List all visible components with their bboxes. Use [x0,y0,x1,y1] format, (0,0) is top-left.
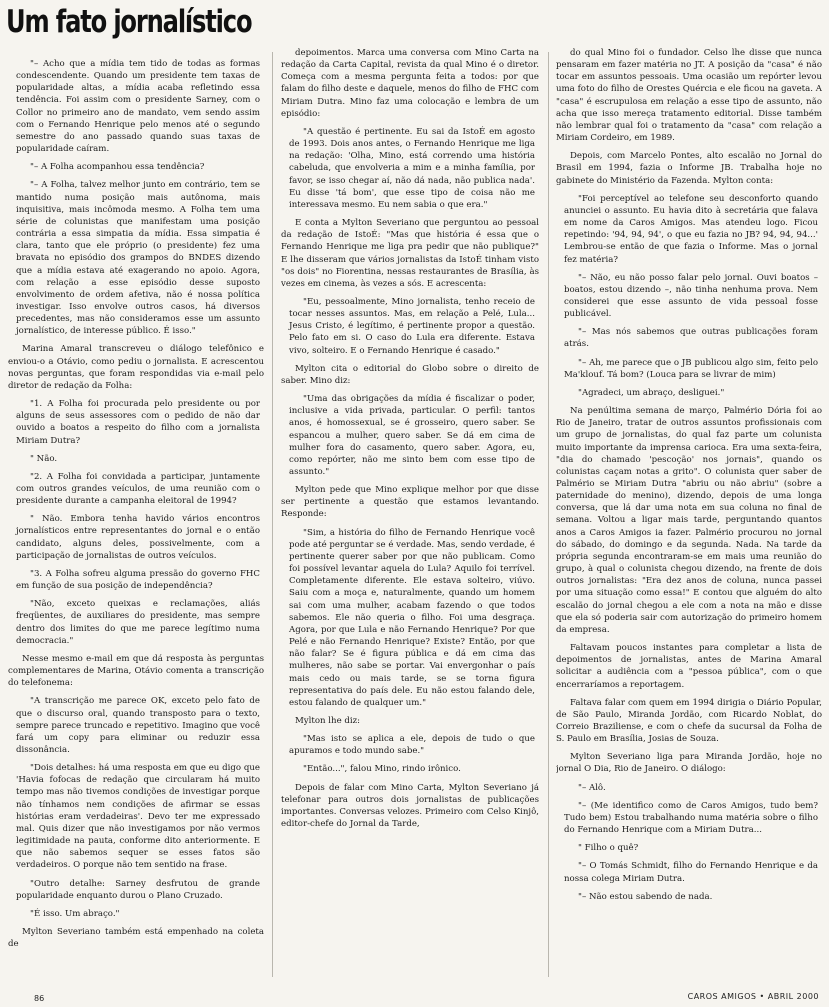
paragraph: "Sim, a história do filho de Fernando Henrique você pode até perguntar se é verdade. Mas, sendo verdade, é pertinente querer saber por que não publicam. Como foi possível levantar aquela do Lula? Aquilo foi terrível. Completamente diferente. Ele estava solteiro, viúvo. Saiu com a moça e, naturalmente, quando um homem sai com uma mulher, acabam fazendo o que todos sabemos. Ele não queria o filho. Foi uma desgraça. Agora, por que Lula e não Fernando Henrique? Por que Pelé e não Fernando Henrique? Existe? Então, por que não falar? Se é figura pública e dá em cima das mulheres, não sabe se portar. Vai envergonhar o país mais cedo ou mais tarde, se se torna figura representativa do país dele. Eu não estou falando dele, estou falando de qualquer um." [289,527,535,708]
paragraph: "– Não estou sabendo de nada. [578,891,713,902]
paragraph: "A questão é pertinente. Eu sai da IstoÉ em agosto de 1993. Dois anos antes, o Fernando Henrique me liga na redação: 'Olha, Mino, está correndo uma história cabeluda, que envolveria a mim e a minha família, por favor, se isso chegar aí, não dá nada, não publica nada'. Eu disse 'tá bom', que esse tipo de coisa não me interessava mesmo. Eu nem sabia o que era." [289,126,535,210]
paragraph: Depois de falar com Mino Carta, Mylton Severiano já telefonar para outros dois jornalistas de publicações importantes. Conversas velozes. Primeiro com Celso Kinjô, editor-chefe do Jornal da Tarde, [281,782,539,830]
paragraph: Mylton Severiano também está empenhado na coleta de [8,927,264,950]
column-divider [272,52,273,977]
paragraph: " Não. Embora tenha havido vários encontros jornalísticos entre representantes do jornal e o então candidato, alguns deles, possivelmente, com a participação de jornalistas de outros veículos. [16,514,260,561]
paragraph: Mylton cita o editorial do Globo sobre o direito de saber. Mino diz: [281,363,539,386]
paragraph: "Dois detalhes: há uma resposta em que eu digo que 'Havia fofocas de redação que circularam há muito tempo mas não tivemos condições de investigar porque não tínhamos nem condições de afirmar se essas histórias eram verdadeiras'. Devo ter me expressado mal. Quis dizer que não investigamos por não vermos legitimidade na pauta, conforme dito anteriormente. E que não sabemos sequer se esses fatos são verdadeiros. O porque não tem sentido na frase. [16,763,260,871]
paragraph: E conta a Mylton Severiano que perguntou ao pessoal da redação de IstoÉ: "Mas que história é essa que o Fernando Henrique me liga pra pedir que não publique?" E lhe disseram que vários jornalistas da IstoÉ tinham visto "os dois" no Fiorentina, nessas restaurantes de Brasília, às vezes em cinema, às vezes a sós. E acrescenta: [281,218,539,289]
paragraph: "– Ah, me parece que o JB publicou algo sim, feito pelo Ma'klouf. Tá bom? (Louca para se livrar de mim) [564,357,818,380]
column-divider [548,52,549,977]
paragraph: "– Não, eu não posso falar pelo jornal. Ouvi boatos – boatos, estou dizendo –, não tinha nenhuma prova. Nem considerei que esse assunto de vida pessoal fosse publicável. [564,272,818,320]
paragraph: Mylton pede que Mino explique melhor por que disse ser pertinente a questão que estamos levantando. Responde: [281,485,539,520]
paragraph: "– A Folha acompanhou essa tendência? [30,162,205,173]
paragraph: "– Alô. [578,782,606,793]
text-column-1 [8,58,264,979]
paragraph: "– Acho que a mídia tem tido de todas as formas condescendente. Quando um presidente tem taxas de popularidade altas, a mídia acaba refletindo essa tendência. Foi assim com o presidente Sarney, com o Collor no primeiro ano de mandato, vem sendo assim com o Fernando Henrique pelo menos até o segundo semestre do ano passado quando suas taxas de popularidade caíram. [16,59,260,155]
article-title: Um fato jornalístico [6,4,252,40]
paragraph: "1. A Folha foi procurada pelo presidente ou por alguns de seus assessores com o pedido de não dar ouvido a boatos a respeito do filho com a jornalista Miriam Dutra? [16,399,260,446]
paragraph: Marina Amaral transcreveu o diálogo telefônico e enviou-o a Otávio, como pediu o jornalista. E acrescentou novas perguntas, que foram respondidas via e-mail pelo diretor de redação da Folha: [8,344,264,391]
paragraph: "– (Me identifico como de Caros Amigos, tudo bem? Tudo bem) Estou trabalhando numa matéria sobre o filho do Fernando Henrique com a Miriam Dutra... [564,800,818,836]
paragraph: "– Mas nós sabemos que outras publicações foram atrás. [564,327,818,350]
paragraph: Faltava falar com quem em 1994 dirigia o Diário Popular, de São Paulo, Miranda Jordão, com Ricardo Noblat, do Correio Braziliense, e com o chefe da sucursal da Folha de S. Paulo em Brasília, Josias de Souza. [556,697,822,745]
page-number: 86 [34,994,45,1003]
text-column-2 [281,47,539,979]
paragraph: Nesse mesmo e-mail em que dá resposta às perguntas complementares de Marina, Otávio comenta a transcrição do telefonema: [8,653,264,689]
paragraph: "Agradeci, um abraço, desliguei." [578,387,725,398]
paragraph: Mylton lhe diz: [295,715,361,726]
paragraph: "Eu, pessoalmente, Mino jornalista, tenho receio de tocar nesses assuntos. Mas, em relação a Pelé, Lula... Jesus Cristo, é legítimo, é pertinente propor a questão. Pelo fato em si. O caso do Lula era diferente. Estava vivo, solteiro. E o Fernando Henrique é casado." [289,296,535,356]
paragraph: Depois, com Marcelo Pontes, alto escalão no Jornal do Brasil em 1994, fazia o Informe JB. Trabalha hoje no gabinete do Ministério da Fazenda. Mylton conta: [556,151,822,186]
paragraph: "Mas isto se aplica a ele, depois de tudo o que apuramos e todo mundo sabe." [289,734,535,757]
paragraph: "– O Tomás Schmidt, filho do Fernando Henrique e da nossa colega Miriam Dutra. [564,861,818,884]
paragraph: "A transcrição me parece OK, exceto pelo fato de que o discurso oral, quando transposto para o texto, sempre parece truncado e repetitivo. Imagino que você fará um copy para eliminar ou reduzir essa dissonância. [16,696,260,755]
magazine-footer: CAROS AMIGOS • ABRIL 2000 [687,992,819,1001]
paragraph: "Então...", falou Mino, rindo irônico. [303,764,461,775]
text-column-3 [556,47,822,979]
paragraph: "2. A Folha foi convidada a participar, juntamente com outros grandes veículos, de uma reunião com o presidente durante a campanha eleitoral de 1994? [16,471,260,507]
paragraph: "Não, exceto queixas e reclamações, aliás freqüentes, de auxiliares do presidente, mas sempre dentro dos limites do que me parece legítimo numa democracia." [16,599,260,646]
paragraph: Na penúltima semana de março, Palmério Dória foi ao Rio de Janeiro, tratar de outros assuntos profissionais com um grupo de jornalistas, do qual faz parte um colunista muito importante da imprensa carioca. Era uma sexta-feira, "dia do chamado 'pescoção' nos jornais", quando os colunistas caçam notas a grito". O colunista quer saber de Palmério se Miriam Dutra "abriu ou não abriu" (sobre a paternidade do menino), dizendo, depois de uma longa conversa, que lá dar uma nota em sua coluna no final de semana. Voltou a ligar mais tarde, perguntando quantos anos a Caros Amigos ia fazer. Palmério procurou no jornal do sábado, do domingo e da segunda. Nada. Na tarde da própria segunda encontraram-se em mais uma reunião do grupo, à qual o colunista chegou dizendo, na frente de dois outros jornalistas: "Era dez anos de coluna, nunca passei por uma situação como essa!" E contou que alguém do alto escalão do jornal chegou a ele com a nota na mão e disse que ela só poderia sair com autorização do primeiro homem da empresa. [556,406,822,635]
paragraph: "Outro detalhe: Sarney desfrutou de grande popularidade enquanto durou o Plano Cruzado. [16,878,260,901]
paragraph: do qual Mino foi o fundador. Celso lhe disse que nunca pensaram em fazer matéria no JT. A posição da "casa" é não tocar em assuntos pessoais. Uma ocasião um repórter levou uma foto do filho de Orestes Quércia e ele ficou na gaveta. A "casa" é escrupulosa em relação a esse tipo de assunto, não acha que isso mereça tratamento editorial. Disse também não lembrar qual foi o tratamento da "casa" com relação a Miriam Cordeiro, em 1989. [556,48,822,144]
paragraph: " Não. [30,453,58,464]
paragraph: "Foi perceptível ao telefone seu desconforto quando anunciei o assunto. Eu havia dito à secretária que falava em nome da Caros Amigos. Mas atendeu logo. Ficou repetindo: '94, 94, 94', o que eu fazia no JB? 94, 94, 94...' Lembrou-se então de que fazia o Informe. Mas o jornal fez matéria? [564,193,818,265]
paragraph: depoimentos. Marca uma conversa com Mino Carta na redação da Carta Capital, revista da qual Mino é o diretor. Começa com a mesma pergunta feita a todos: por que falam do filho deste e daquele, menos do filho de FHC com Miriam Dutra. Mino faz uma colocação e lembra de um episódio: [281,48,539,119]
paragraph: "É isso. Um abraço." [30,908,120,919]
paragraph: "Uma das obrigações da mídia é fiscalizar o poder, inclusive a vida privada, particular. O perfil: tantos anos, é homossexual, se é grosseiro, quero saber. Se espancou a mulher, quero saber. Se dá em cima de mulher fora do casamento, quero saber. Agora, eu, como repórter, não me sinto bem com esse tipo de assunto." [289,394,535,477]
paragraph: Faltavam poucos instantes para completar a lista de depoimentos de jornalistas, antes de Marina Amaral solicitar a audiência com a "pessoa pública", com o que encerraríamos a reportagem. [556,643,822,690]
paragraph: Mylton Severiano liga para Miranda Jordão, hoje no jornal O Dia, Rio de Janeiro. O diálogo: [556,752,822,775]
paragraph: " Filho o quê? [578,843,639,854]
paragraph: "3. A Folha sofreu alguma pressão do governo FHC em função de sua posição de independência? [16,568,260,592]
paragraph: "– A Folha, talvez melhor junto em contrário, tem se mantido numa posição mais autônoma, mais inquisitiva, mais incômoda mesmo. A Folha tem uma série de colunistas que manifestam uma posição contrária a essa simpatia da mídia. Essa simpatia é clara, tanto que ele próprio (o presidente) fez uma bravata no episódio dos grampos do BNDES dizendo que a mídia estava até exagerando no apoio. Agora, com relação a esse episódio desse suposto envolvimento de ordem afetiva, não é nossa política investigar. Isso envolve outros casos, há diversos precedentes, mas não consideramos esse um assunto jornalístico, de interesse público. É isso." [16,180,260,337]
